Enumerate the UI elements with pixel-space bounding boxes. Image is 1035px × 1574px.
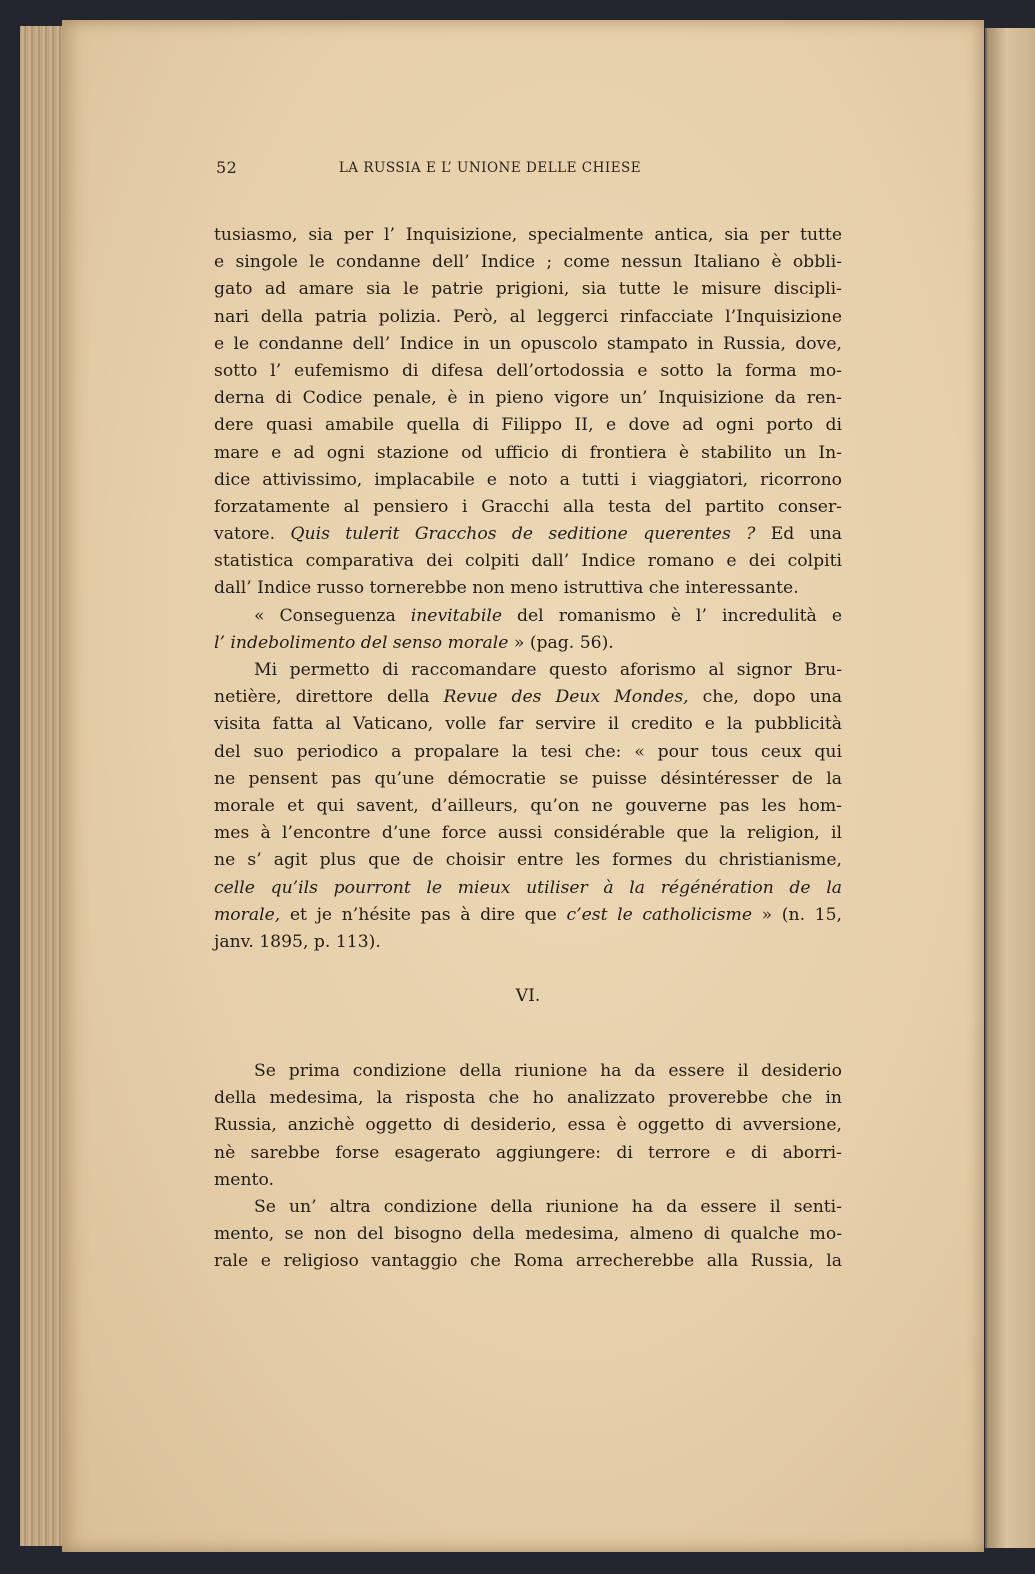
text-line: gato ad amare sia le patrie prigioni, sia tutte le misure discipli-: [214, 279, 842, 300]
text-line: Se un’ altra condizione della riunione ha da essere il senti-: [254, 1196, 842, 1217]
text-line: statistica comparativa dei colpiti dall’ Indice romano e dei colpiti: [214, 551, 842, 572]
text-line: nari della patria polizia. Però, al leggerci rinfacciate l’Inquisizione: [214, 306, 842, 327]
text-line: e le condanne dell’ Indice in un opuscolo stampato in Russia, dove,: [214, 333, 842, 354]
text-line: Mi permetto di raccomandare questo aforismo al signor Bru-: [254, 660, 842, 680]
text-line: morale et qui savent, d’ailleurs, qu’on ne gouverne pas les hom-: [214, 795, 842, 816]
text-line: mes à l’encontre d’une force aussi considérable que la religion, il: [214, 823, 842, 844]
facing-page-edge: [985, 28, 1035, 1548]
text-line: tusiasmo, sia per l’ Inquisizione, specialmente antica, sia per tutte: [214, 225, 842, 245]
text-block-lower: [214, 1058, 842, 1276]
latin-quotation: Quis tulerit Gracchos de seditione querentes ?: [290, 524, 756, 545]
quote-line: « Conseguenza inevitabile del romanismo è l’ incredulità e: [254, 605, 842, 626]
text-line: mento, se non del bisogno della medesima, almeno di qualche mo-: [214, 1224, 842, 1245]
text-line: rale e religioso vantaggio che Roma arrecherebbe alla Russia, la: [214, 1251, 842, 1272]
page-number: 52: [216, 158, 238, 177]
text-line: janv. 1895, p. 113).: [214, 931, 381, 952]
text-line: nè sarebbe forse esagerato aggiungere: di terrore e di aborri-: [214, 1142, 842, 1163]
text-line: vatore. Quis tulerit Gracchos de seditione querentes ? Ed una: [214, 524, 842, 545]
quote-line: l’ indebolimento del senso morale » (pag. 56).: [214, 632, 614, 653]
text-line: dice attivissimo, implacabile e noto a tutti i viaggiatori, ricorrono: [214, 469, 842, 490]
journal-title: Revue des Deux Mondes,: [443, 687, 689, 708]
section-heading: VI.: [515, 986, 541, 1006]
running-title: LA RUSSIA E L’ UNIONE DELLE CHIESE: [338, 160, 642, 176]
text-line: della medesima, la risposta che ho analizzato proverebbe che in: [214, 1088, 842, 1109]
text-line: forzatamente al pensiero i Gracchi alla testa del partito conser-: [214, 496, 842, 517]
text-line: Russia, anzichè oggetto di desiderio, essa è oggetto di avversione,: [214, 1115, 842, 1136]
text-line: ne pensent pas qu’une démocratie se puisse désintéresser de la: [214, 768, 842, 789]
text-block-upper: [214, 222, 842, 956]
text-line: sotto l’ eufemismo di difesa dell’ortodossia e sotto la forma mo-: [214, 360, 842, 381]
text-line: ne s’ agit plus que de choisir entre les formes du christianisme,: [214, 850, 842, 871]
text-line: mare e ad ogni stazione od ufficio di frontiera è stabilito un In-: [214, 442, 842, 463]
text-line: dall’ Indice russo tornerebbe non meno istruttiva che interessante.: [214, 578, 799, 599]
text-line: derna di Codice penale, è in pieno vigore un’ Inquisizione da ren-: [214, 388, 842, 409]
text-line: dere quasi amabile quella di Filippo II, e dove ad ogni porto di: [214, 415, 842, 436]
text-line: visita fatta al Vaticano, volle far servire il credito e la pubblicità: [214, 714, 842, 735]
text-line: del suo periodico a propalare la tesi che: « pour tous ceux qui: [214, 741, 842, 762]
text-line: e singole le condanne dell’ Indice ; come nessun Italiano è obbli-: [214, 252, 842, 273]
text-line: morale, et je n’hésite pas à dire que c’est le catholicisme » (n. 15,: [214, 904, 843, 925]
text-line: Se prima condizione della riunione ha da essere il desiderio: [254, 1061, 842, 1081]
text-line: celle qu’ils pourront le mieux utiliser à la régénération de la: [214, 877, 842, 898]
text-line: mento.: [214, 1169, 274, 1190]
text-line: netière, direttore della Revue des Deux Mondes, che, dopo una: [214, 687, 842, 708]
running-head: [216, 158, 764, 182]
